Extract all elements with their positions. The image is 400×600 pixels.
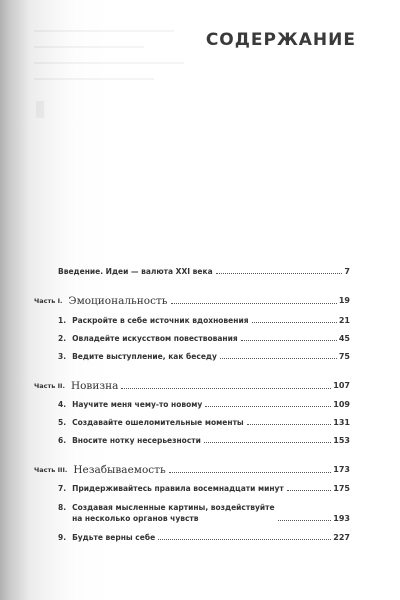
toc-part-entry[interactable] xyxy=(34,464,350,476)
toc-leader-dots xyxy=(252,322,337,323)
chapter-title: Ведите выступление, как беседу xyxy=(72,352,217,361)
toc-page-number: 19 xyxy=(338,296,350,305)
toc-leader-dots xyxy=(220,358,337,359)
toc-leader-dots xyxy=(121,388,331,389)
part-label: Часть III. xyxy=(34,466,68,474)
chapter-title: Раскройте в себе источник вдохновения xyxy=(72,316,249,325)
chapter-number: 6. xyxy=(58,436,67,445)
toc-leader-dots xyxy=(241,340,337,341)
toc-chapter-entry[interactable] xyxy=(58,417,350,428)
toc-leader-dots xyxy=(287,490,332,491)
toc-page-number: 21 xyxy=(338,316,350,325)
toc-chapter-entry[interactable] xyxy=(58,483,350,494)
part-name: Новизна xyxy=(70,380,119,392)
chapter-number: 9. xyxy=(58,533,67,542)
chapter-title-line: Создавая мысленные картины, воздействуйте xyxy=(72,503,275,512)
toc-page-number: 173 xyxy=(333,465,350,474)
part-name: Эмоциональность xyxy=(68,295,168,307)
toc-intro-entry[interactable] xyxy=(58,266,350,277)
chapter-title: Будьте верны себе xyxy=(72,533,156,542)
toc-leader-dots xyxy=(205,406,331,407)
page-title: СОДЕРЖАНИЕ xyxy=(205,30,356,50)
chapter-title: Овладейте искусством повествования xyxy=(72,334,238,343)
toc-chapter-entry[interactable] xyxy=(58,351,350,362)
toc-entry-title: Введение. Идеи — валюта XXI века xyxy=(58,267,213,276)
toc-leader-dots xyxy=(204,442,331,443)
toc-page-number: 131 xyxy=(333,418,350,427)
toc-page-number: 153 xyxy=(333,436,350,445)
chapter-number: 7. xyxy=(58,484,67,493)
chapter-number: 4. xyxy=(58,400,67,409)
chapter-number: 3. xyxy=(58,352,67,361)
toc-page-number: 193 xyxy=(333,514,350,523)
toc-chapter-entry[interactable] xyxy=(58,532,350,543)
part-label: Часть II. xyxy=(34,382,65,390)
toc-leader-dots xyxy=(216,273,343,274)
toc-chapter-entry[interactable] xyxy=(58,333,350,344)
chapter-number: 2. xyxy=(58,334,67,343)
toc-part-entry[interactable] xyxy=(34,380,350,392)
chapter-title-line: на несколько органов чувств xyxy=(72,514,199,523)
toc-leader-dots xyxy=(158,539,331,540)
toc-chapter-entry[interactable] xyxy=(58,435,350,446)
toc-chapter-entry[interactable] xyxy=(58,399,350,410)
toc-page-number: 227 xyxy=(333,533,350,542)
part-label: Часть I. xyxy=(34,297,63,305)
chapter-title: Научите меня чему-то новому xyxy=(72,400,203,409)
toc-page-number: 175 xyxy=(333,484,350,493)
chapter-title: Вносите нотку несерьезности xyxy=(72,436,201,445)
chapter-number: 5. xyxy=(58,418,67,427)
toc-chapter-entry[interactable] xyxy=(58,315,350,326)
chapter-number: 1. xyxy=(58,316,67,325)
toc-part-entry[interactable] xyxy=(34,295,350,307)
part-name: Незабываемость xyxy=(73,464,166,476)
toc-leader-dots xyxy=(171,303,337,304)
chapter-title: Создавайте ошеломительные моменты xyxy=(72,418,244,427)
toc-leader-dots xyxy=(278,520,332,521)
toc-page-number: 75 xyxy=(338,352,350,361)
toc-page-number: 7 xyxy=(344,267,350,276)
chapter-number: 8. xyxy=(58,503,67,512)
toc-chapter-entry[interactable] xyxy=(58,502,350,524)
toc-page-number: 107 xyxy=(333,381,350,390)
chapter-title: Придерживайтесь правила восемнадцати минут xyxy=(72,484,284,493)
toc-page-number: 109 xyxy=(333,400,350,409)
chapter-title xyxy=(72,502,274,524)
toc-leader-dots xyxy=(247,424,332,425)
toc-page-number: 45 xyxy=(338,334,350,343)
toc-leader-dots xyxy=(169,472,332,473)
